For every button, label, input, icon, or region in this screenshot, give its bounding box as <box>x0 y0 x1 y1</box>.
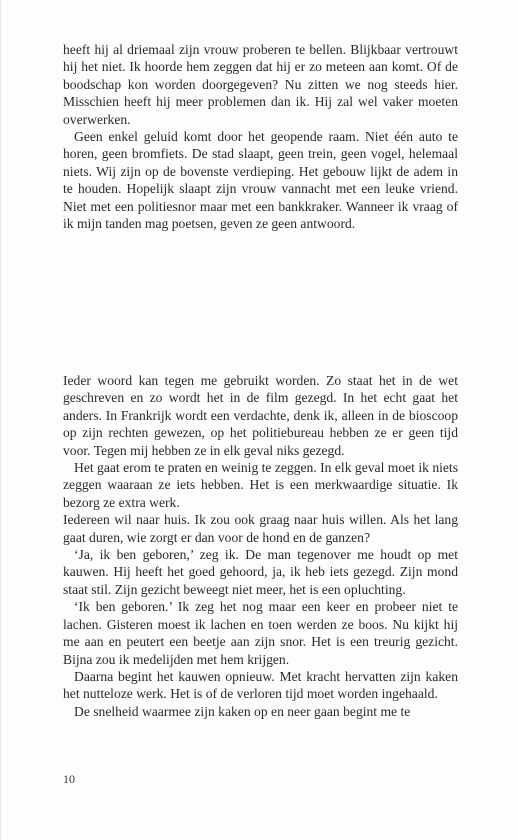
paragraph: Ieder woord kan tegen me gebruikt worden. Zo staat het in de wet geschreven en zo wordt het in de film gezegd. In het echt gaat het anders. In Frankrijk wordt een verdachte, denk ik, alleen in de bioscoop op zijn rechten gewezen, op het politiebureau hebben ze er geen tijd voor. Tegen mij hebben ze in elk geval niks gezegd. <box>63 373 458 458</box>
text-section-2 <box>63 372 458 720</box>
paragraph: ‘Ja, ik ben geboren,’ zeg ik. De man tegenover me houdt op met kauwen. Hij heeft het goed gehoord, ja, ik heb iets gezegd. Zijn mond staat stil. Zijn gezicht beweegt niet meer, het is een opluchting. <box>63 547 458 597</box>
paragraph: Het gaat erom te praten en weinig te zeggen. In elk geval moet ik niets zeggen waaraan ze iets hebben. Het is een merkwaardige situatie. Ik bezorg ze extra werk. <box>63 460 458 510</box>
paragraph: Iedereen wil naar huis. Ik zou ook graag naar huis willen. Als het lang gaat duren, wie zorgt er dan voor de hond en de ganzen? <box>63 512 458 545</box>
text-section-1 <box>63 41 458 232</box>
paragraph: ‘Ik ben geboren.’ Ik zeg het nog maar een keer en probeer niet te lachen. Gisteren moest ik lachen en toen werden ze boos. Nu kijkt hij me aan en peutert een beetje aan zijn snor. Het is een treurig gezicht. Bijna zou ik medelijden met hem krijgen. <box>63 599 458 667</box>
paragraph: De snelheid waarmee zijn kaken op en neer gaan begint me te <box>74 703 411 719</box>
page-number: 10 <box>63 772 75 786</box>
paragraph: Geen enkel geluid komt door het geopende raam. Niet één auto te horen, geen bromfiets. De stad slaapt, geen trein, geen vogel, helemaal niets. Wij zijn op de bovenste verdieping. Het gebouw lijkt de adem in te houden. Hopelijk slaapt zijn vrouw vannacht met een leuke vriend. Niet met een politiesnor maar met een bankkraker. Wanneer ik vraag of ik mijn tanden mag poetsen, geven ze geen antwoord. <box>63 129 458 232</box>
paragraph: Daarna begint het kauwen opnieuw. Met kracht hervatten zijn kaken het nutteloze werk. Het is of de verloren tijd moet worden ingehaald. <box>63 668 458 702</box>
paragraph: heeft hij al driemaal zijn vrouw proberen te bellen. Blijkbaar vertrouwt hij het niet. Ik hoorde hem zeggen dat hij er zo meteen aan komt. Of de boodschap kon worden doorgegeven? Nu zitten we nog steeds hier. Misschien heeft hij meer problemen dan ik. Hij zal wel vaker moeten overwerken. <box>63 42 458 127</box>
